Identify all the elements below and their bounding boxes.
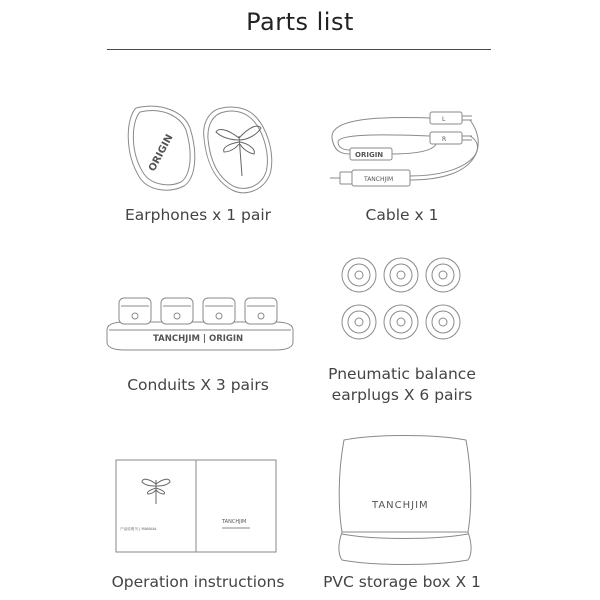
- earplugs-caption: [272, 364, 532, 406]
- earphone-left-label: ORIGIN: [146, 132, 176, 174]
- conduits-illustration: [105, 290, 295, 356]
- cable-illustration: [330, 108, 490, 190]
- cable-r-label: R: [442, 136, 447, 143]
- page-title: Parts list: [246, 8, 354, 36]
- storage-box-label: TANCHJIM: [372, 500, 429, 511]
- conduits-base-label: TANCHJIM | ORIGIN: [153, 334, 244, 344]
- earplugs-caption-line2: earplugs X 6 pairs: [331, 386, 473, 404]
- cable-splitter-label: ORIGIN: [355, 151, 384, 159]
- earplugs-caption-line1: Pneumatic balance: [328, 365, 476, 383]
- storage-box-caption: PVC storage box X 1: [323, 573, 481, 591]
- manual-right-label: TANCHJIM: [222, 519, 247, 525]
- earphones-caption: Earphones x 1 pair: [124, 206, 272, 224]
- title-divider: [107, 49, 491, 50]
- manual-illustration: [116, 460, 276, 552]
- cable-l-label: L: [442, 116, 446, 123]
- earplugs-illustration: [336, 256, 466, 346]
- conduits-caption: Conduits X 3 pairs: [127, 376, 269, 394]
- earphones-illustration: [118, 98, 278, 208]
- storage-box-illustration: [334, 432, 476, 568]
- manual-left-label: 产品说明书 | MANUAL: [120, 527, 157, 531]
- cable-caption: Cable x 1: [365, 206, 439, 224]
- manual-caption: Operation instructions: [111, 573, 285, 591]
- cable-jack-label: TANCHJIM: [364, 176, 394, 183]
